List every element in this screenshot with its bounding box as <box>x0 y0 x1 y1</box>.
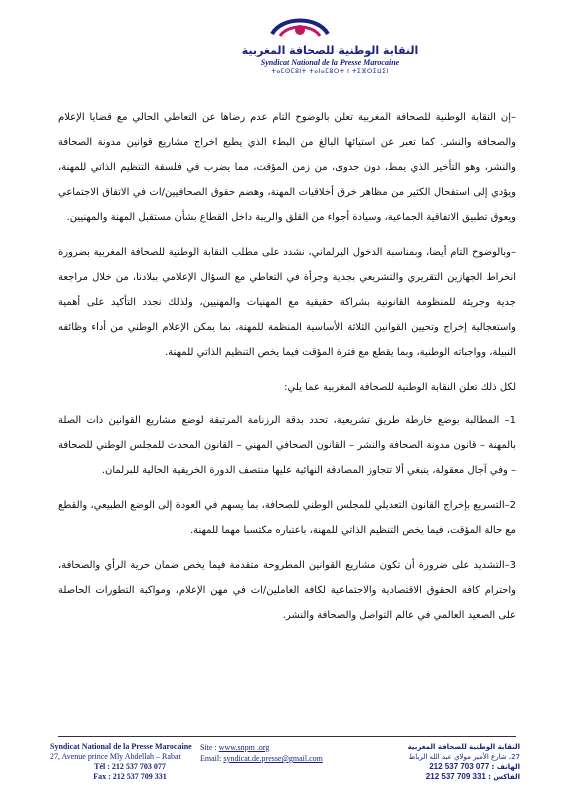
footer-divider <box>58 736 516 737</box>
demand-2: 2–التسريع بإخراج القانون التعديلي للمجلس الوطني للصحافة، بما يسهم في العودة إلى الوضع الطبيعي، والقطع مع حالة المؤقت، فيما يخص التنظيم الذاتي للمهنة، باعتباره مكتسبا مهما للمهنة. <box>58 500 516 536</box>
email-link[interactable]: syndicat.de.presse@gmail.com <box>223 754 323 763</box>
paragraph-2: –وبالوضوح التام أيضا، وبمناسبة الدخول البرلماني، نشدد على مطلب النقابة الوطنية للصحافة المغربية بضرورة انخراط الجهازين التقريري والتشريعي بجدية وجرأة في التعاطي مع السؤال الإعلامي ببلادنا، من خلال مراجعة جدية وجريئة للمنظومة القانونية بشراكة حقيقية مع المهنيات والمهنيين، ولذلك نجدد التأكيد على أهمية واستعجالية إخراج وتحيين القوانين الثلاثة الأساسية المنظمة للمهنة، بما يمكن الإعلام الوطني من أداء وظائفه النبيلة، وواجباته الوطنية، وبما يقطع مع فترة المؤقت فيما يخص التنظيم الذاتي للمهنة. <box>58 247 516 358</box>
org-name-tifinagh: ⵜⴰⵎⵙⵎⵓⵏⵜ ⵜⴰⵏⴰⵎⵓⵔⵜ ⵏ ⵜⵉⴼⵔⵉⵡⵉⵏ <box>271 68 389 75</box>
footer-address-ar: 27، شارع الأمير مولاي عبد الله الرباط <box>408 753 520 761</box>
footer-org-name-ar: النقابة الوطنية للصحافة المغربية <box>407 743 520 751</box>
paragraph-3: لكل ذلك تعلن النقابة الوطنية للصحافة المغربية عما يلي: <box>284 382 516 393</box>
site-link[interactable]: www.snpm .org <box>218 743 270 752</box>
org-name-arabic: النقابة الوطنية للصحافة المغربية <box>241 44 419 57</box>
footer-web <box>200 742 360 764</box>
paragraph-1: –إن النقابة الوطنية للصحافة المغربية تعلن بالوضوح التام عدم رضاها عن التعاطي الحالي مع قضايا الإعلام والصحافة والنشر. كما تعبر عن استيائها البالغ من البطء الذي يطبع اخراج مشاريع قوانين مدونة الصحافة والنشر، وهو التأخير الذي يمط، دون جدوى، من زمن المؤقت، مما يضرب في فلسفة التنظيم الذاتي للمهنة، ويؤدي إلى استفحال الكثير من مظاهر خرق أخلاقيات المهنة، وهضم حقوق الصحافيين/ات في الاتفاق الاجتماعي ويعوق تطبيق الاتفاقية الجماعية، وسيادة أجواء من القلق والريبة داخل القطاع بشأن مستقبل المهنة والمهنيين. <box>58 112 516 223</box>
phone-number: 212 537 703 077 <box>429 762 490 771</box>
footer-fax: Fax : 212 537 709 331 <box>93 772 167 781</box>
fax-number: 212 537 709 331 <box>425 772 486 781</box>
footer-address: 27, Avenue prince Mly Abdellah – Rabat <box>50 752 181 761</box>
demand-1: 1– المطالبة بوضع خارطة طريق تشريعية، تحدد بدقة الرزنامة المرتبقة لوضع مشاريع القوانين ذات الصلة بالمهنة – قانون مدونة الصحافة والنشر – القانون الصحافي المهني – القانون المحدث للمجلس الوطني للصحافة – وفي آجال معقولة، ينبغي ألا تتجاوز المصادقة النهائية عليها منتصف الدورة الخريفية الحالية للبرلمان. <box>58 415 516 476</box>
demand-3: 3–التشديد على ضرورة أن تكون مشاريع القوانين المطروحة متقدمة فيما يخص ضمان حرية الرأي والصحافة، واحترام كافة الحقوق الاقتصادية والاجتماعية لكافة العاملين/ات في مهن الإعلام، ومواكبة التطورات الحاصلة على الصعيد العالمي في عالم التواصل والصحافة والنشر. <box>58 560 516 621</box>
footer-org-name: Syndicat National de la Presse Marocaine <box>50 742 192 751</box>
email-label: Email: <box>200 754 222 763</box>
footer-contact-french <box>50 742 210 782</box>
statement-body <box>58 105 516 638</box>
footer-contact-arabic <box>360 742 520 782</box>
footer-tel: Tél : 212 537 703 077 <box>94 762 166 771</box>
fax-label-ar: الفاكس : <box>488 773 520 781</box>
org-name-french: Syndicat National de la Presse Marocaine <box>260 58 400 67</box>
phone-label-ar: الهاتف : <box>491 763 520 771</box>
union-logo-icon <box>268 10 332 44</box>
letterhead <box>0 0 561 90</box>
site-label: Site : <box>200 743 217 752</box>
